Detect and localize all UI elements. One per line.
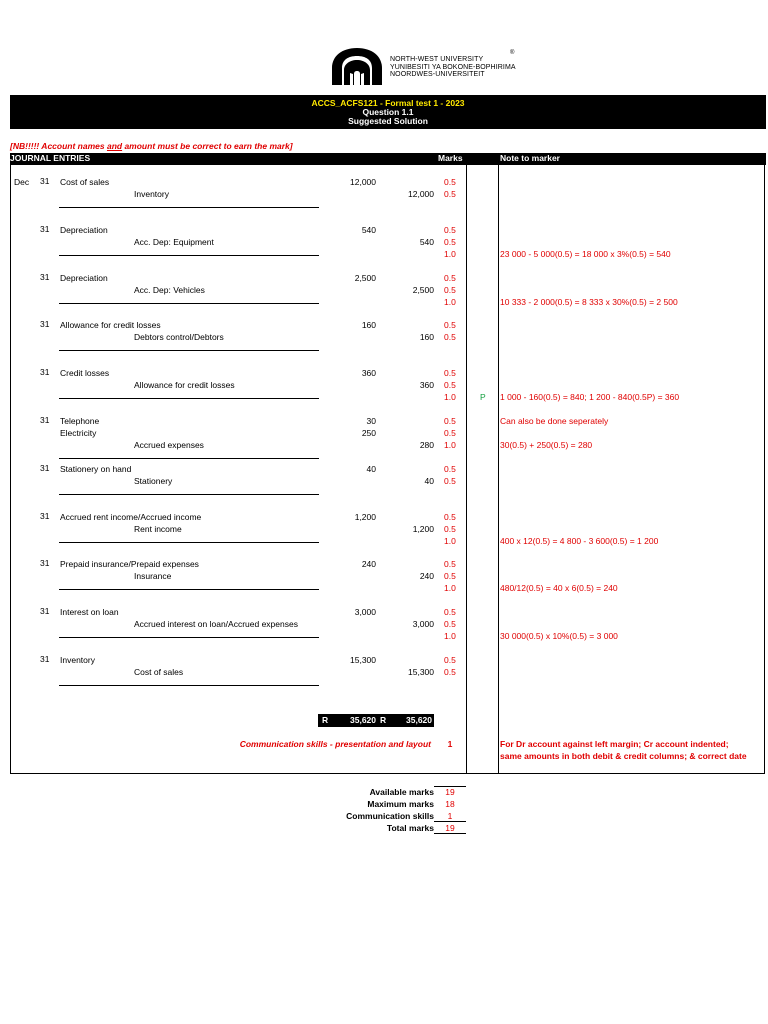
mark-value: 0.5: [444, 524, 456, 534]
mark-value: 0.5: [444, 237, 456, 247]
credit-account: Inventory: [134, 189, 169, 199]
entry-day: 31: [40, 558, 50, 568]
credit-account: Insurance: [134, 571, 172, 581]
entry-separator: [59, 207, 319, 208]
entry-day: 31: [40, 272, 50, 282]
debit-account: Credit losses: [60, 368, 110, 378]
mark-value: 0.5: [444, 667, 456, 677]
summary-label: Maximum marks: [367, 799, 434, 809]
debit-amount: 160: [361, 320, 376, 330]
debit-amount: 30: [366, 416, 376, 426]
notice-suffix: amount must be correct to earn the mark]: [122, 141, 293, 151]
mark-value: 0.5: [444, 571, 456, 581]
summary-value: 19: [445, 823, 455, 833]
debit-account: Stationery on hand: [60, 464, 132, 474]
column-header-bar: [10, 153, 766, 165]
nwu-logo-icon: [328, 44, 386, 88]
debit-amount: 15,300: [350, 655, 376, 665]
debit-amount: 250: [361, 428, 376, 438]
entry-day: 31: [40, 463, 50, 473]
debit-account: Cost of sales: [60, 177, 110, 187]
marker-note: 10 333 - 2 000(0.5) = 8 333 x 30%(0.5) = 2 500: [500, 297, 678, 307]
credit-amount: 15,300: [408, 667, 434, 677]
credit-amount: 280: [419, 440, 434, 450]
credit-amount: 540: [419, 237, 434, 247]
mark-value: 0.5: [444, 320, 456, 330]
summary-value: 19: [445, 787, 455, 797]
mark-value: 1.0: [444, 536, 456, 546]
marker-note: 23 000 - 5 000(0.5) = 18 000 x 3%(0.5) = 540: [500, 249, 671, 259]
entry-separator: [59, 458, 319, 459]
marker-note: 1 000 - 160(0.5) = 840; 1 200 - 840(0.5P) = 360: [500, 392, 680, 402]
summary-label: Available marks: [369, 787, 434, 797]
totals-box: [318, 714, 434, 727]
debit-total-currency: R: [322, 715, 329, 725]
university-name-tn: YUNIBESITI YA BOKONE-BOPHIRIMA: [390, 63, 516, 71]
credit-amount: 1,200: [412, 524, 434, 534]
entry-separator: [59, 494, 319, 495]
mark-value: 0.5: [444, 225, 456, 235]
credit-account: Accrued interest on loan/Accrued expenses: [134, 619, 298, 629]
entry-separator: [59, 589, 319, 590]
question-title: Question 1.1: [362, 107, 414, 117]
credit-account: Allowance for credit losses: [134, 380, 235, 390]
credit-account: Rent income: [134, 524, 182, 534]
mark-value: 0.5: [444, 380, 456, 390]
university-name-en: NORTH-WEST UNIVERSITY: [390, 56, 484, 63]
mark-value: 0.5: [444, 285, 456, 295]
notice-and: and: [106, 141, 123, 151]
debit-account: Interest on loan: [60, 607, 119, 617]
entry-separator: [59, 398, 319, 399]
mark-value: 0.5: [444, 655, 456, 665]
mark-value: 0.5: [444, 273, 456, 283]
credit-account: Stationery: [134, 476, 173, 486]
entry-day: 31: [40, 367, 50, 377]
summary-label: Communication skills: [346, 811, 434, 821]
entry-day: 31: [40, 606, 50, 616]
entry-day: 31: [40, 224, 50, 234]
communication-mark: 1: [447, 739, 453, 749]
entry-separator: [59, 685, 319, 686]
credit-amount: 3,000: [412, 619, 434, 629]
credit-total-currency: R: [380, 715, 387, 725]
entry-separator: [59, 255, 319, 256]
marker-note-2: 30(0.5) + 250(0.5) = 280: [500, 440, 593, 450]
mark-value: 1.0: [444, 392, 456, 402]
debit-amount: 540: [361, 225, 376, 235]
mark-value: 1.0: [444, 583, 456, 593]
debit-amount: 3,000: [354, 607, 376, 617]
mark-value: 1.0: [444, 297, 456, 307]
test-title: ACCS_ACFS121 - Formal test 1 - 2023: [311, 98, 465, 108]
summary-value: 18: [445, 799, 455, 809]
credit-amount: 240: [419, 571, 434, 581]
communication-label: Communication skills - presentation and layout: [239, 739, 431, 749]
credit-total: 35,620: [406, 715, 432, 725]
debit-amount: 12,000: [350, 177, 376, 187]
debit-account: Allowance for credit losses: [60, 320, 161, 330]
mark-value: 0.5: [444, 332, 456, 342]
mark-value: 0.5: [444, 619, 456, 629]
entry-month: Dec: [14, 177, 30, 187]
entry-day: 31: [40, 176, 50, 186]
debit-account: Telephone: [60, 416, 100, 426]
debit-account: Accrued rent income/Accrued income: [60, 512, 202, 522]
debit-account: Electricity: [60, 428, 97, 438]
marker-note: 480/12(0.5) = 40 x 6(0.5) = 240: [500, 583, 618, 593]
credit-account: Debtors control/Debtors: [134, 332, 224, 342]
mark-value: 0.5: [444, 464, 456, 474]
credit-amount: 40: [424, 476, 434, 486]
debit-account: Depreciation: [60, 225, 108, 235]
mark-value: 1.0: [444, 631, 456, 641]
mark-value: 0.5: [444, 189, 456, 199]
entry-separator: [59, 303, 319, 304]
marking-notice: [10, 141, 293, 151]
tick-column-divider: [498, 165, 499, 774]
credit-account: Acc. Dep: Vehicles: [134, 285, 205, 295]
debit-amount: 2,500: [354, 273, 376, 283]
credit-account: Accrued expenses: [134, 440, 204, 450]
entry-separator: [59, 637, 319, 638]
title-bar: [10, 95, 766, 129]
debit-account: Depreciation: [60, 273, 108, 283]
summary-rule: [434, 821, 466, 822]
debit-amount: 240: [361, 559, 376, 569]
entry-separator: [59, 350, 319, 351]
entry-day: 31: [40, 415, 50, 425]
debit-account: Prepaid insurance/Prepaid expenses: [60, 559, 199, 569]
registered-mark: ®: [510, 50, 515, 56]
entry-day: 31: [40, 654, 50, 664]
credit-account: Acc. Dep: Equipment: [134, 237, 214, 247]
summary-label: Total marks: [386, 823, 434, 833]
credit-account: Cost of sales: [134, 667, 184, 677]
credit-amount: 160: [419, 332, 434, 342]
mark-value: 0.5: [444, 428, 456, 438]
summary-value: 1: [447, 811, 453, 821]
mark-value: 0.5: [444, 607, 456, 617]
mark-value: 1.0: [444, 440, 456, 450]
marker-note: Can also be done seperately: [500, 416, 609, 426]
marker-note: 400 x 12(0.5) = 4 800 - 3 600(0.5) = 1 200: [500, 536, 659, 546]
mark-value: 0.5: [444, 177, 456, 187]
summary-rule: [434, 833, 466, 834]
mark-value: 0.5: [444, 476, 456, 486]
entry-day: 31: [40, 319, 50, 329]
debit-amount: 360: [361, 368, 376, 378]
communication-note-1: For Dr account against left margin; Cr account indented;: [500, 739, 729, 749]
credit-amount: 12,000: [408, 189, 434, 199]
tick-mark: P: [480, 392, 486, 402]
mark-value: 0.5: [444, 368, 456, 378]
debit-account: Inventory: [60, 655, 95, 665]
summary-rule: [434, 786, 466, 787]
mark-value: 0.5: [444, 416, 456, 426]
credit-amount: 360: [419, 380, 434, 390]
entry-day: 31: [40, 511, 50, 521]
note-header: Note to marker: [500, 153, 560, 163]
journal-entries-header: JOURNAL ENTRIES: [10, 153, 91, 163]
marks-header: Marks: [438, 153, 463, 163]
entry-separator: [59, 542, 319, 543]
marks-column-divider: [466, 165, 467, 774]
solution-title: Suggested Solution: [348, 116, 428, 126]
mark-value: 0.5: [444, 512, 456, 522]
communication-note-2: same amounts in both debit & credit columns; & correct date: [500, 751, 747, 761]
university-name-af: NOORDWES-UNIVERSITEIT: [390, 71, 485, 78]
credit-amount: 2,500: [412, 285, 434, 295]
marker-note: 30 000(0.5) x 10%(0.5) = 3 000: [500, 631, 618, 641]
notice-prefix: [NB!!!!! Account names: [10, 141, 107, 151]
university-name: [390, 56, 516, 79]
mark-value: 0.5: [444, 559, 456, 569]
debit-total: 35,620: [350, 715, 376, 725]
debit-amount: 1,200: [354, 512, 376, 522]
debit-amount: 40: [366, 464, 376, 474]
mark-value: 1.0: [444, 249, 456, 259]
